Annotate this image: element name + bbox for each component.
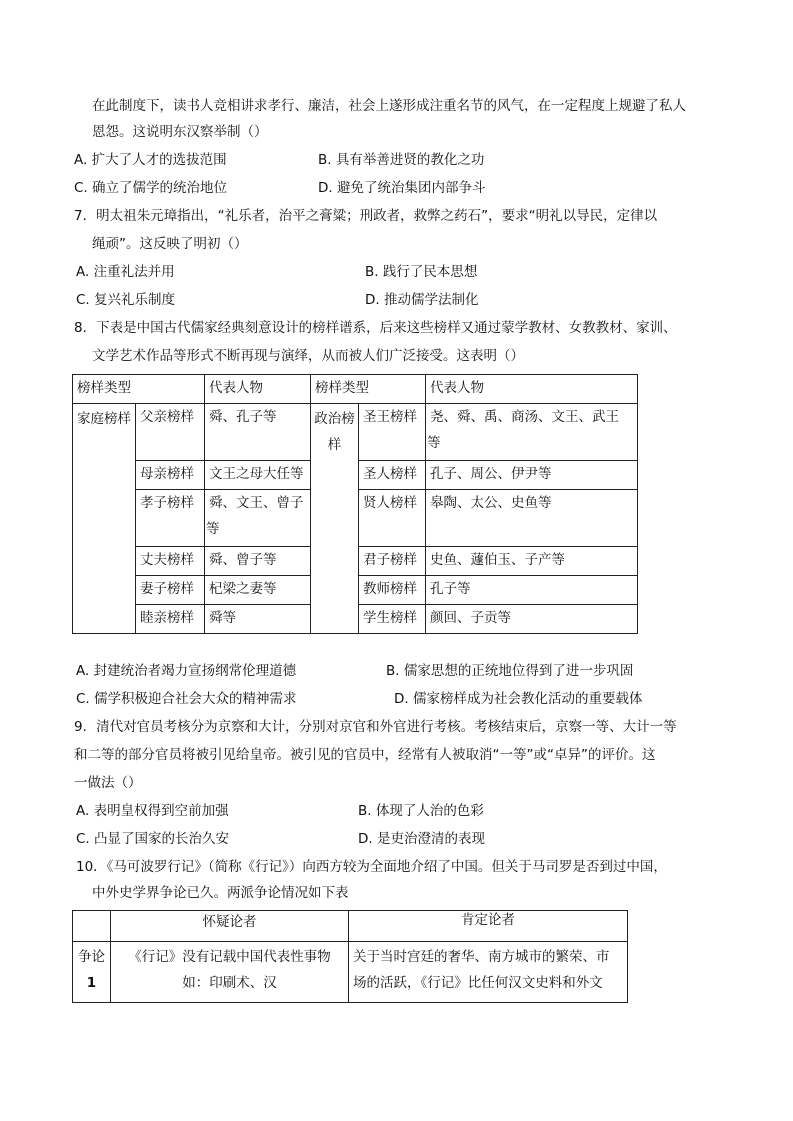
doubt-line: 如：印刷术、汉 <box>182 975 277 991</box>
people-cell: 颜回、子贡等 <box>426 605 638 634</box>
header-affirm: 肯定论者 <box>349 911 628 942</box>
row-label-line: 争论 <box>78 949 105 965</box>
affirm-line: 关于当时宫廷的奢华、南方城市的繁荣、市 <box>353 949 610 965</box>
people-cell: 孔子、周公、伊尹等 <box>426 461 638 490</box>
type-cell: 圣王榜样 <box>359 404 426 461</box>
people-line: 舜、文王、曾子 <box>209 495 304 511</box>
family-category: 家庭榜样 <box>73 404 136 634</box>
type-cell: 母亲榜样 <box>136 461 205 490</box>
table-header-row <box>73 375 638 404</box>
q6-option-a: A. 扩大了人才的选拔范围 <box>74 152 227 168</box>
q7-option-d: D. 推动儒学法制化 <box>365 292 479 308</box>
q6-option-c: C. 确立了儒学的统治地位 <box>74 180 228 196</box>
type-cell: 妻子榜样 <box>136 576 205 605</box>
q7-stem-line-1: 7．明太祖朱元璋指出，“礼乐者，治平之膏粱；刑政者，救弊之药石”，要求“明礼以导民，定律以 <box>74 208 658 224</box>
type-cell: 贤人榜样 <box>359 490 426 547</box>
header-people-1: 代表人物 <box>205 375 311 404</box>
header-doubt: 怀疑论者 <box>111 911 349 942</box>
q6-option-d: D. 避免了统治集团内部争斗 <box>318 180 486 196</box>
people-line: 等 <box>427 435 441 451</box>
doubt-line: 《行记》没有记载中国代表性事物 <box>128 949 331 965</box>
q8-option-d: D. 儒家榜样成为社会教化活动的重要载体 <box>394 691 643 707</box>
people-cell: 舜等 <box>205 605 311 634</box>
type-cell: 父亲榜样 <box>136 404 205 461</box>
people-line: 舜、孔子等 <box>209 409 277 425</box>
q9-stem-line-3: 一做法（） <box>74 775 142 791</box>
politics-category <box>311 404 359 634</box>
politics-label-line: 样 <box>327 437 342 453</box>
table-row <box>73 942 628 1003</box>
q8-option-c: C. 儒学积极迎合社会大众的精神需求 <box>76 691 297 707</box>
header-blank <box>73 911 111 942</box>
q7-stem-line-2: 绳顽”。这反映了明初（） <box>92 236 248 252</box>
type-cell: 圣人榜样 <box>359 461 426 490</box>
q8-stem-line-1: 8．下表是中国古代儒家经典刻意设计的榜样谱系，后来这些榜样又通过蒙学教材、女教教材、家训、 <box>74 320 677 336</box>
type-cell: 睦亲榜样 <box>136 605 205 634</box>
q6-stem-line-1: 在此制度下，读书人竞相讲求孝行、廉洁，社会上遂形成注重名节的风气，在一定程度上规避了私人 <box>92 98 686 114</box>
table-row <box>73 404 638 461</box>
q9-option-a: A. 表明皇权得到空前加强 <box>76 803 229 819</box>
q7-option-c: C. 复兴礼乐制度 <box>76 292 176 308</box>
people-cell: 杞梁之妻等 <box>205 576 311 605</box>
q9-option-b: B. 体现了人治的色彩 <box>358 803 484 819</box>
affirm-line: 场的活跃，《行记》比任何汉文史料和外文 <box>353 975 603 991</box>
header-people-2: 代表人物 <box>426 375 638 404</box>
q6-stem-line-2: 恩怨。这说明东汉察举制（） <box>92 124 268 140</box>
people-cell <box>426 404 638 461</box>
people-cell: 舜、曾子等 <box>205 547 311 576</box>
q7-option-a: A. 注重礼法并用 <box>76 264 175 280</box>
type-cell: 孝子榜样 <box>136 490 205 547</box>
header-type-2: 榜样类型 <box>311 375 426 404</box>
type-cell: 教师榜样 <box>359 576 426 605</box>
table-header-row <box>73 911 628 942</box>
people-cell: 文王之母大任等 <box>205 461 311 490</box>
people-cell <box>205 404 311 461</box>
q8-option-a: A. 封建统治者竭力宣扬纲常伦理道德 <box>76 663 297 679</box>
row-label-line: 1 <box>86 975 97 991</box>
q9-option-c: C. 凸显了国家的长治久安 <box>76 831 230 847</box>
affirm-cell <box>349 942 628 1003</box>
type-cell: 学生榜样 <box>359 605 426 634</box>
q6-option-b: B. 具有举善进贤的教化之功 <box>318 152 485 168</box>
debate-table <box>72 910 628 1003</box>
type-cell: 丈夫榜样 <box>136 547 205 576</box>
q10-stem-line-1: 10．《马可波罗行记》（简称《行记》）向西方较为全面地介绍了中国。但关于马司罗是否到过中国， <box>76 859 667 875</box>
people-cell <box>205 490 311 547</box>
type-cell: 君子榜样 <box>359 547 426 576</box>
q9-stem-line-2: 和二等的部分官员将被引见给皇帝。被引见的官员中，经常有人被取消“一等”或“卓异”的评价。这 <box>74 747 656 763</box>
people-line: 尧、舜、禹、商汤、文王、武王 <box>430 409 619 425</box>
q10-stem-line-2: 中外史学界争论已久。两派争论情况如下表 <box>92 885 349 901</box>
people-line: 等 <box>206 521 220 537</box>
people-cell: 史鱼、蘧伯玉、子产等 <box>426 547 638 576</box>
row-label <box>73 942 111 1003</box>
q8-stem-line-2: 文学艺术作品等形式不断再现与演绎，从而被人们广泛接受。这表明（） <box>92 348 524 364</box>
q9-stem-line-1: 9．清代对官员考核分为京察和大计，分别对京官和外官进行考核。考核结束后，京察一等、大计一等 <box>74 719 677 735</box>
header-type-1: 榜样类型 <box>73 375 205 404</box>
politics-label-line: 政治榜 <box>314 411 355 427</box>
people-cell: 孔子等 <box>426 576 638 605</box>
doubt-cell <box>111 942 349 1003</box>
q9-option-d: D. 是吏治澄清的表现 <box>358 831 485 847</box>
q7-option-b: B. 践行了民本思想 <box>365 264 478 280</box>
people-cell: 皋陶、太公、史鱼等 <box>426 490 638 547</box>
role-model-table <box>72 374 638 634</box>
q8-option-b: B. 儒家思想的正统地位得到了进一步巩固 <box>386 663 634 679</box>
